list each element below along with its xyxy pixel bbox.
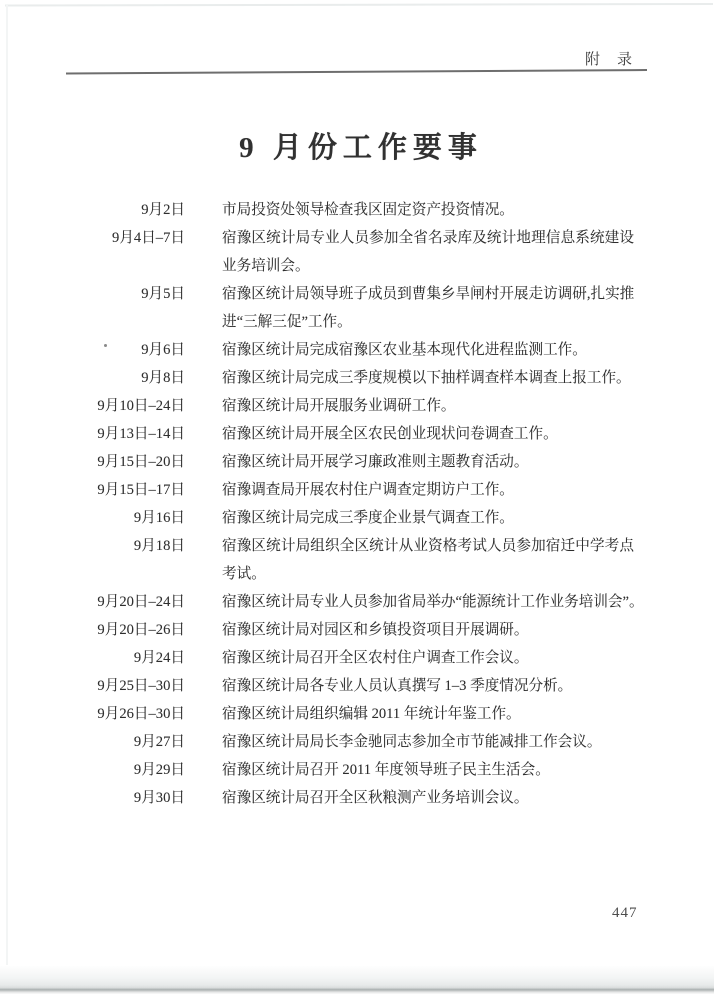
entry-date: 9月2日 [141, 202, 185, 218]
entry-text [222, 476, 634, 504]
entry-line: 宿豫区统计局组织编辑 2011 年统计年鉴工作。 [222, 706, 521, 722]
entry-text [222, 700, 634, 728]
header-rule [66, 69, 647, 75]
entry-text [222, 644, 634, 672]
entry-line: 宿豫区统计局局长李金驰同志参加全市节能减排工作会议。 [222, 734, 602, 750]
entry-line: 宿豫区统计局开展学习廉政准则主题教育活动。 [222, 454, 529, 470]
entry-row [0, 756, 714, 784]
entry-row [0, 644, 714, 672]
entry-text [222, 420, 634, 448]
entry-row [0, 196, 714, 224]
entry-line: 宿豫区统计局专业人员参加省局举办“能源统计工作业务培训会”。 [222, 594, 644, 610]
entry-date: 9月16日 [133, 510, 185, 526]
entry-date: 9月29日 [133, 762, 185, 778]
entry-text [222, 224, 634, 280]
entry-date: 9月13日–14日 [97, 426, 185, 442]
entry-line: 宿豫区统计局开展全区农民创业现状问卷调查工作。 [222, 426, 558, 442]
entry-line: 宿豫区统计局领导班子成员到曹集乡旱闸村开展走访调研,扎实推 [222, 286, 635, 302]
entry-row [0, 700, 714, 728]
entry-line: 进“三解三促”工作。 [222, 314, 352, 330]
entry-text [222, 504, 634, 532]
entry-text [222, 532, 634, 588]
entry-row [0, 784, 714, 812]
entry-text [222, 588, 644, 616]
page-number: 447 [612, 905, 638, 921]
entry-date: 9月15日–20日 [97, 454, 185, 470]
entry-line: 宿豫区统计局对园区和乡镇投资项目开展调研。 [222, 622, 529, 638]
entry-line: 宿豫区统计局开展服务业调研工作。 [222, 398, 456, 414]
entry-row [0, 420, 714, 448]
entry-date: 9月26日–30日 [97, 706, 185, 722]
entry-date: 9月4日–7日 [112, 230, 185, 246]
entry-text [222, 616, 634, 644]
entry-line: 市局投资处领导检查我区固定资产投资情况。 [222, 202, 514, 218]
entry-text [222, 336, 634, 364]
entry-text [222, 364, 634, 392]
entry-line: 宿豫调查局开展农村住户调查定期访户工作。 [222, 482, 514, 498]
entry-line: 宿豫区统计局完成三季度规模以下抽样调查样本调查上报工作。 [222, 370, 631, 386]
entry-date: 9月15日–17日 [97, 482, 185, 498]
entry-row [0, 532, 714, 588]
entry-text [222, 784, 634, 812]
entry-text [222, 672, 634, 700]
entry-row [0, 280, 714, 336]
scan-speck [104, 344, 107, 347]
entry-date: 9月25日–30日 [97, 678, 185, 694]
entry-row [0, 672, 714, 700]
entry-date: 9月27日 [133, 734, 185, 750]
entry-text [222, 728, 634, 756]
entry-row [0, 476, 714, 504]
entry-row [0, 728, 714, 756]
entry-line: 宿豫区统计局召开 2011 年度领导班子民主生活会。 [222, 762, 550, 778]
entry-date: 9月8日 [141, 370, 185, 386]
page-bottom-edge [0, 966, 714, 994]
entry-line: 宿豫区统计局各专业人员认真撰写 1–3 季度情况分析。 [222, 678, 573, 694]
entry-line: 宿豫区统计局召开全区农村住户调查工作会议。 [222, 650, 529, 666]
entry-row [0, 224, 714, 280]
entry-row [0, 588, 714, 616]
entry-date: 9月5日 [141, 286, 185, 302]
entry-text [222, 756, 634, 784]
entry-line: 宿豫区统计局完成宿豫区农业基本现代化进程监测工作。 [222, 342, 587, 358]
entry-date: 9月20日–24日 [97, 594, 185, 610]
entry-row [0, 616, 714, 644]
running-header: 附 录 [585, 52, 634, 68]
entry-text [222, 392, 634, 420]
entry-date: 9月20日–26日 [97, 622, 185, 638]
entry-row [0, 504, 714, 532]
entry-row [0, 364, 714, 392]
entry-text [222, 196, 634, 224]
entry-row [0, 448, 714, 476]
entry-date: 9月10日–24日 [97, 398, 185, 414]
entry-row [0, 392, 714, 420]
entry-line: 宿豫区统计局完成三季度企业景气调查工作。 [222, 510, 514, 526]
entry-line: 宿豫区统计局组织全区统计从业资格考试人员参加宿迁中学考点 [222, 538, 634, 554]
entry-line: 宿豫区统计局专业人员参加全省名录库及统计地理信息系统建设 [222, 230, 634, 246]
entry-text [222, 280, 634, 336]
entry-line: 考试。 [222, 566, 266, 582]
entry-date: 9月30日 [133, 790, 185, 806]
entries-list [0, 196, 714, 812]
entry-line: 业务培训会。 [222, 258, 310, 274]
entry-line: 宿豫区统计局召开全区秋粮测产业务培训会议。 [222, 790, 529, 806]
entry-date: 9月24日 [133, 650, 185, 666]
page-title: 9 月份工作要事 [239, 132, 483, 164]
entry-row [0, 336, 714, 364]
entry-date: 9月18日 [133, 538, 185, 554]
page-top-edge [5, 3, 713, 6]
entry-text [222, 448, 634, 476]
entry-date: 9月6日 [141, 342, 185, 358]
